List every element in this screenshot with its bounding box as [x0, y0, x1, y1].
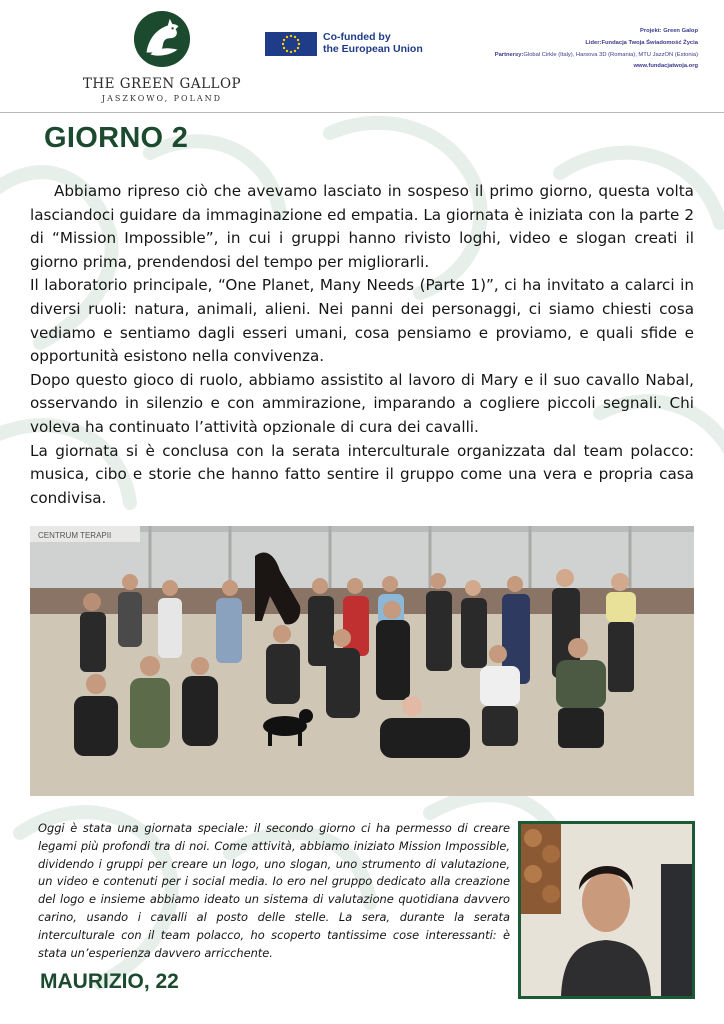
page-title: GIORNO 2	[44, 122, 189, 154]
project-partners	[438, 26, 698, 73]
article-body	[30, 180, 694, 510]
project-line: Projekt: Green Galop	[639, 28, 698, 34]
brand-place: JASZKOWO, POLAND	[101, 94, 223, 103]
brand-name: THE GREEN GALLOP	[82, 76, 242, 92]
eu-flag-icon	[265, 32, 317, 56]
page-header	[0, 0, 724, 113]
eu-line-2: the European Union	[323, 43, 423, 55]
testimonial-quote: Oggi è stata una giornata speciale: il secondo giorno ci ha permesso di creare legami più profondi tra di noi. Come attività, abbiamo iniziato Mission Impossible, dividendo i gruppi per creare un logo, uno slogan, uno strumento di valutazione, un video e contenuti per i social media. Io ero nel gruppo dedicato alla creazione del logo e insieme abbiamo ideato un sistema di valutazione quotidiana davvero carino, usando i cavalli al posto delle stelle. La sera, durante la serata interculturale con il team polacco, ho scoperto tantissime cose interessanti: è stata un’esperienza davvero arricchente.	[38, 821, 510, 960]
testimonial-author: MAURIZIO, 22	[40, 970, 179, 993]
paragraph: Dopo questo gioco di ruolo, abbiamo assistito al lavoro di Mary e il suo cavallo Nabal, osservando in silenzio e con ammirazione, imparando a cogliere piccoli segnali. Chi voleva ha continuato l’attività opzionale di cura dei cavalli.	[30, 370, 694, 436]
paragraph: Il laboratorio principale, “One Planet, Many Needs (Parte 1)”, ci ha invitato a calarci in diversi ruoli: natura, animali, alieni. Nei panni dei personaggi, ci siamo chiesti cosa vediamo e sentiamo dagli esseri umani, cosa pensiamo e proviamo, e quali sfide e opportunità esistono nella convivenza.	[30, 276, 694, 366]
eu-cofunded-label	[323, 31, 423, 55]
paragraph: La giornata si è conclusa con la serata interculturale organizzata dal team polacco: musica, cibo e storie che hanno fatto sentire il gruppo come una vera e propria casa condivisa.	[30, 441, 694, 507]
group-photo	[30, 526, 694, 796]
leader-line: Lider:Fundacja Twoja Świadomość Życia	[585, 39, 698, 46]
photo-banner-text: CENTRUM TERAPII	[38, 531, 112, 540]
author-portrait	[518, 821, 695, 999]
eu-line-1: Co-funded by	[323, 31, 391, 43]
website-link[interactable]: www.fundacjatwoja.org	[633, 63, 698, 70]
paragraph: Abbiamo ripreso ciò che avevamo lasciato in sospeso il primo giorno, questa volta lasciandoci guidare da immaginazione ed empatia. La giornata è iniziata con la parte 2 di “Mission Impossible”, in cui i gruppi hanno rivisto loghi, video e slogan creati il giorno prima, prendendosi del tempo per migliorarli.	[30, 182, 694, 271]
partners-line: Partnersy:Global Cirkle (Italy), Harsova 3D (Romania), MTU JazzON (Estonia)	[494, 51, 698, 58]
horse-logo-icon	[133, 10, 191, 68]
